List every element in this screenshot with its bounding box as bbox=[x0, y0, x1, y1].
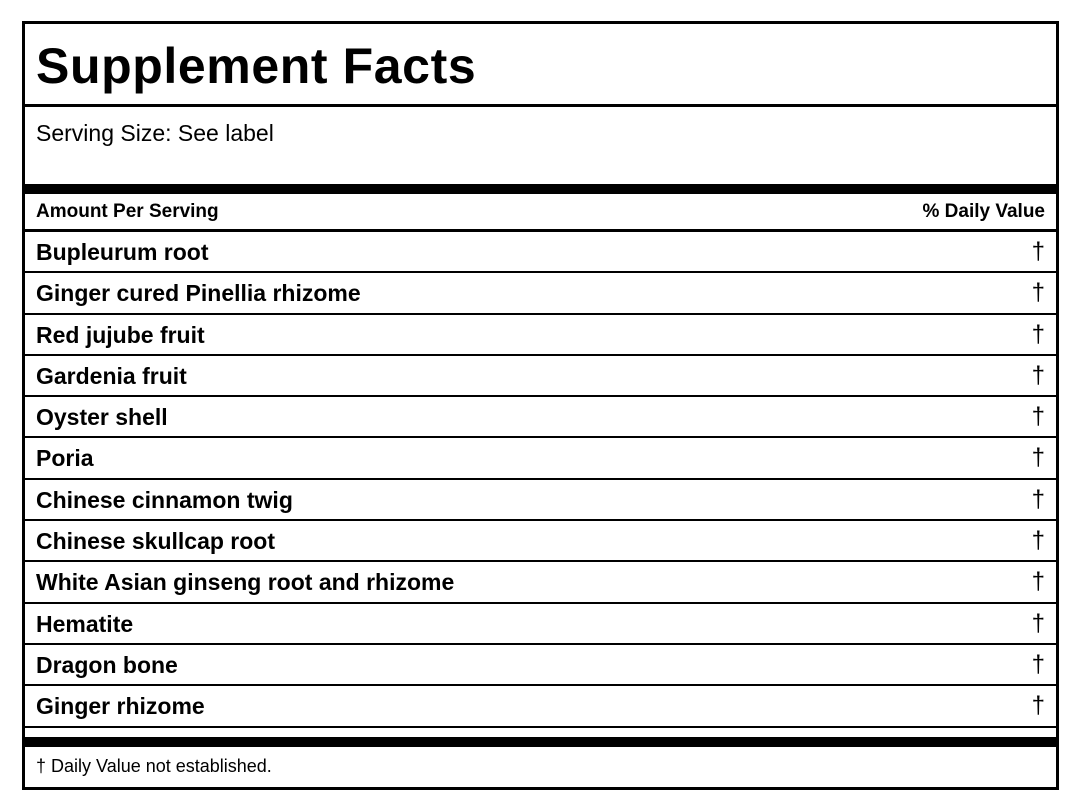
serving-size: Serving Size: See label bbox=[36, 120, 274, 146]
ingredient-row bbox=[25, 604, 1056, 645]
footnote-row bbox=[25, 747, 1056, 787]
ingredient-name: Ginger rhizome bbox=[36, 693, 205, 720]
ingredient-row bbox=[25, 438, 1056, 479]
daily-value-dagger: † bbox=[1031, 279, 1045, 307]
daily-value-dagger: † bbox=[1031, 403, 1045, 431]
column-header-row bbox=[25, 194, 1056, 232]
ingredient-row bbox=[25, 686, 1056, 727]
title-row bbox=[25, 24, 1056, 107]
serving-size-row bbox=[25, 107, 1056, 184]
thick-divider-bottom bbox=[25, 737, 1056, 747]
ingredient-row bbox=[25, 232, 1056, 273]
ingredient-name: Oyster shell bbox=[36, 404, 168, 431]
daily-value-dagger: † bbox=[1031, 609, 1045, 637]
supplement-facts-panel bbox=[22, 21, 1059, 790]
ingredient-row bbox=[25, 397, 1056, 438]
spacer bbox=[25, 728, 1056, 737]
ingredient-name: Chinese cinnamon twig bbox=[36, 486, 293, 513]
ingredient-name: Poria bbox=[36, 445, 94, 472]
daily-value-header: % Daily Value bbox=[922, 201, 1045, 222]
ingredient-name: White Asian ginseng root and rhizome bbox=[36, 569, 455, 596]
ingredient-name: Dragon bone bbox=[36, 651, 178, 678]
daily-value-dagger: † bbox=[1031, 692, 1045, 720]
ingredient-name: Gardenia fruit bbox=[36, 362, 187, 389]
ingredient-row bbox=[25, 562, 1056, 603]
daily-value-dagger: † bbox=[1031, 650, 1045, 678]
ingredient-list bbox=[25, 232, 1056, 728]
ingredient-row bbox=[25, 645, 1056, 686]
daily-value-dagger: † bbox=[1031, 444, 1045, 472]
footnote: † Daily Value not established. bbox=[36, 755, 272, 776]
daily-value-dagger: † bbox=[1031, 527, 1045, 555]
ingredient-row bbox=[25, 521, 1056, 562]
daily-value-dagger: † bbox=[1031, 320, 1045, 348]
ingredient-name: Bupleurum root bbox=[36, 239, 209, 265]
daily-value-dagger: † bbox=[1031, 485, 1045, 513]
amount-per-serving-header: Amount Per Serving bbox=[36, 201, 219, 222]
ingredient-name: Red jujube fruit bbox=[36, 321, 205, 348]
thick-divider bbox=[25, 184, 1056, 194]
ingredient-row bbox=[25, 315, 1056, 356]
panel-title: Supplement Facts bbox=[36, 38, 477, 94]
daily-value-dagger: † bbox=[1031, 361, 1045, 389]
ingredient-row bbox=[25, 356, 1056, 397]
ingredient-name: Hematite bbox=[36, 610, 134, 637]
daily-value-dagger: † bbox=[1031, 568, 1045, 596]
ingredient-row bbox=[25, 480, 1056, 521]
ingredient-row bbox=[25, 273, 1056, 314]
daily-value-dagger: † bbox=[1031, 238, 1045, 265]
ingredient-name: Ginger cured Pinellia rhizome bbox=[36, 280, 361, 307]
ingredient-name: Chinese skullcap root bbox=[36, 528, 276, 555]
